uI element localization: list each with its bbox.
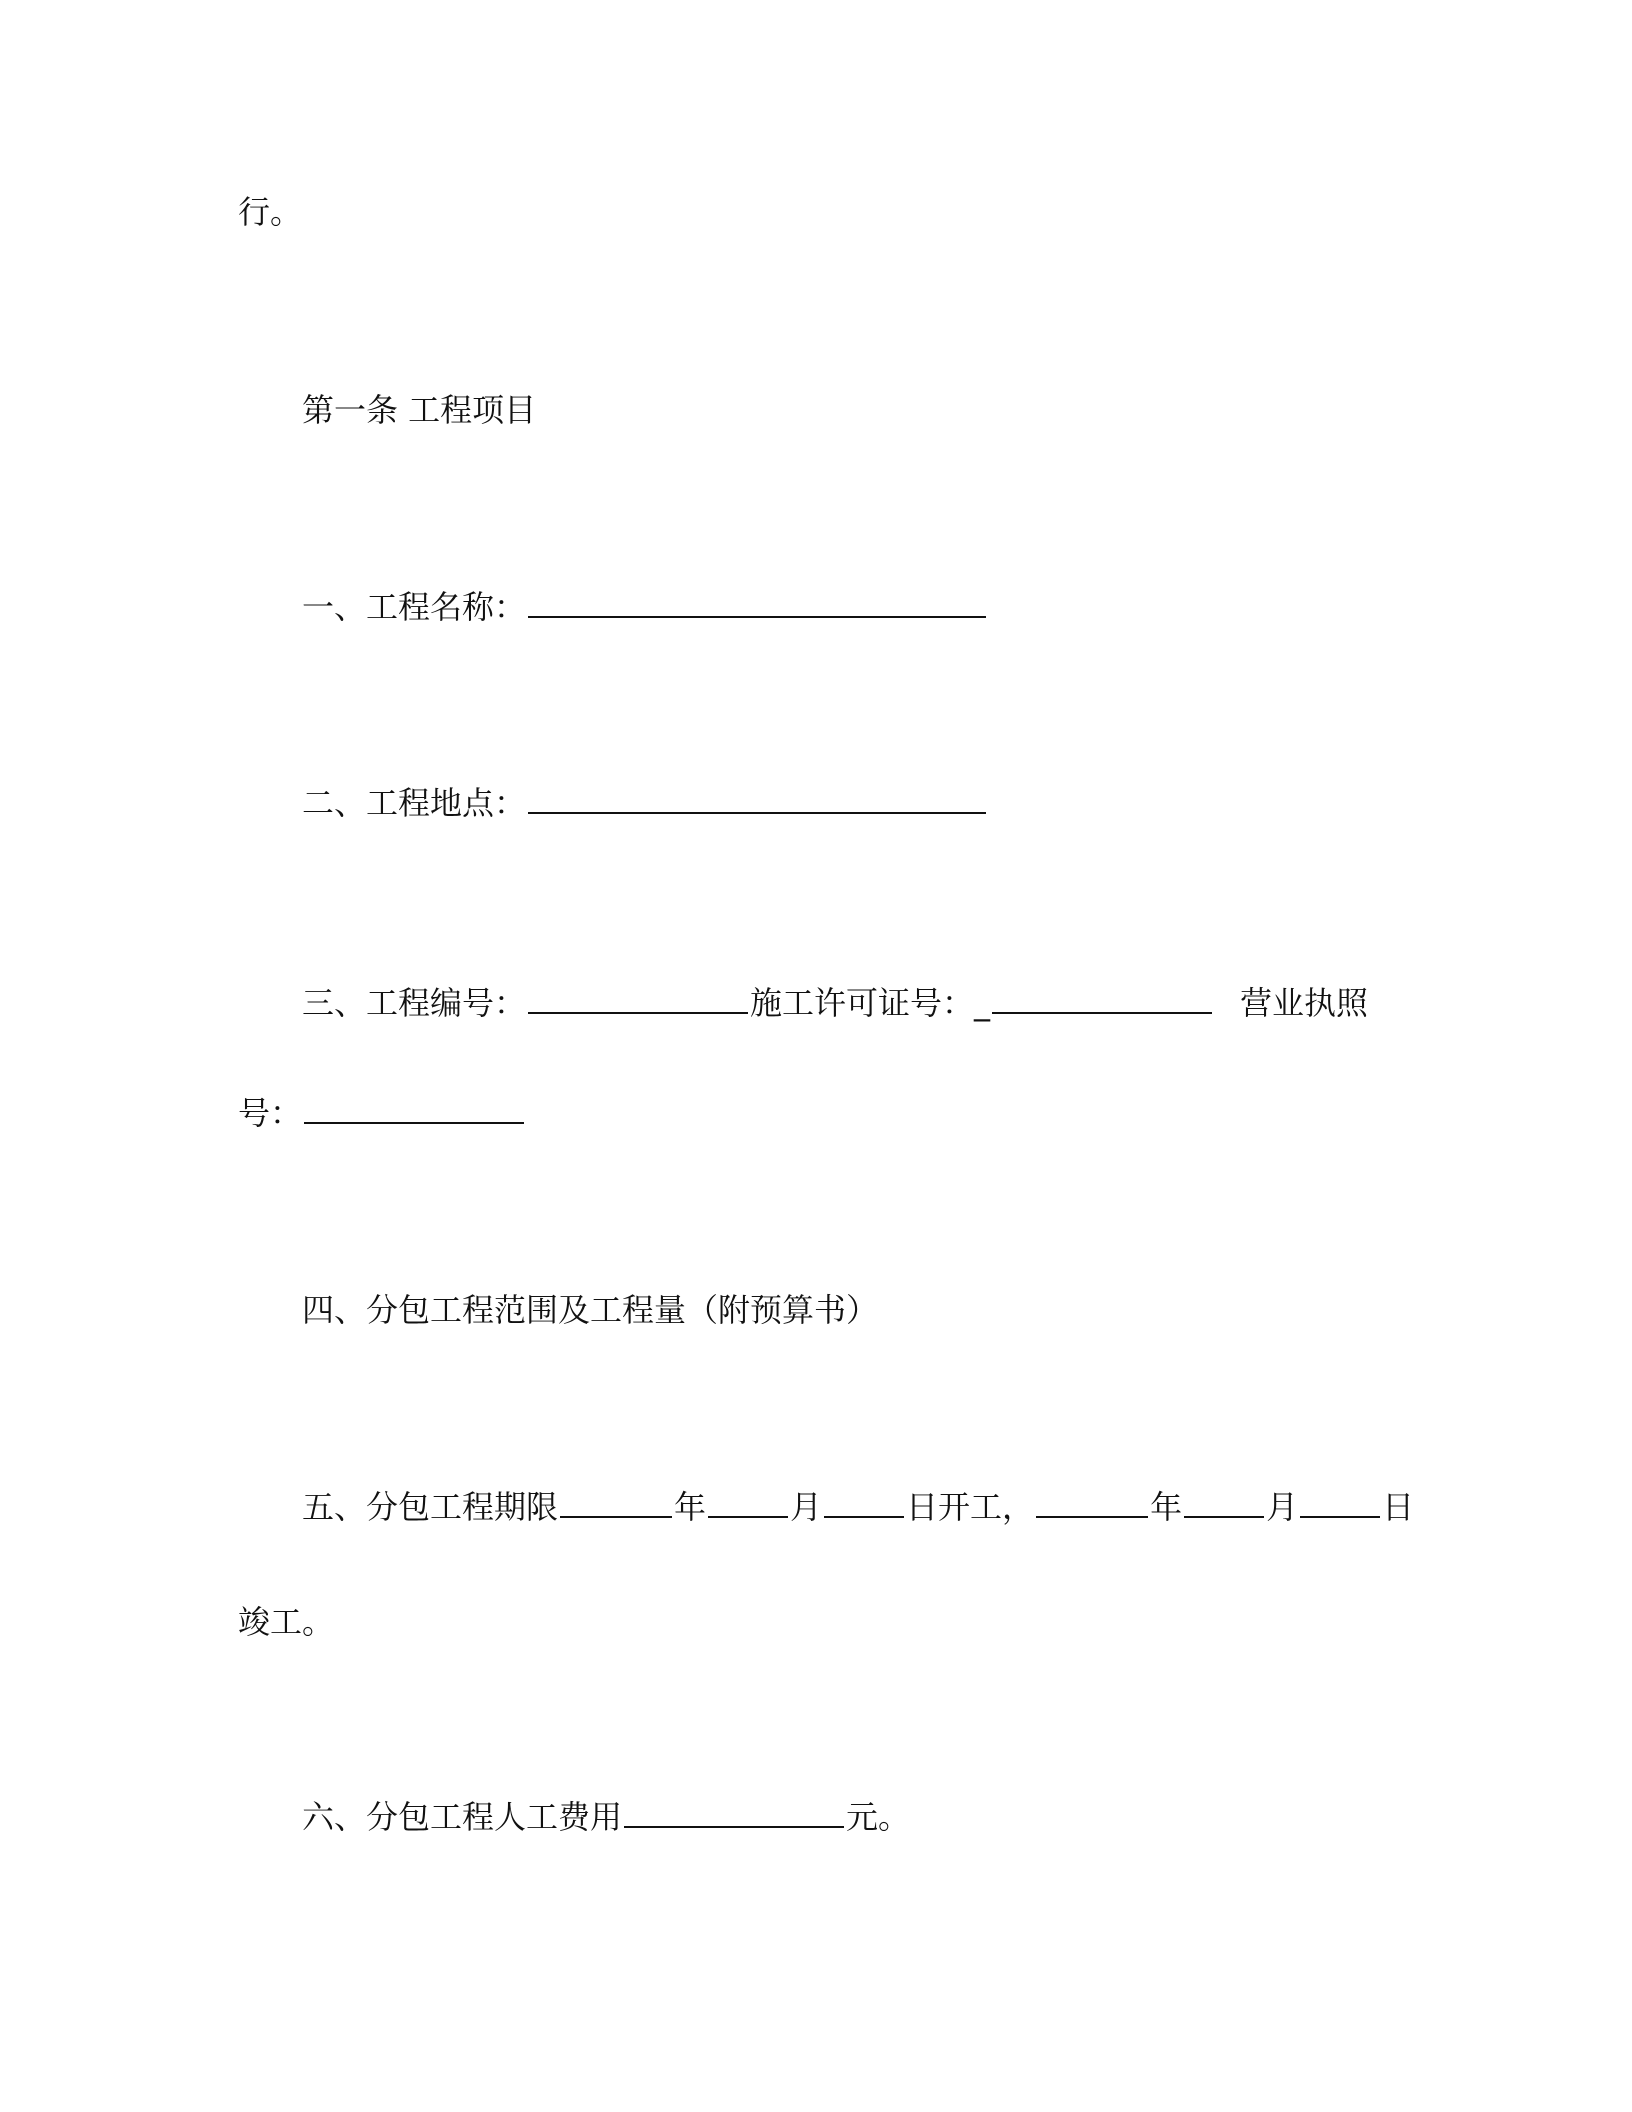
item-project-number bbox=[302, 982, 1368, 1023]
start-month-unit: 月 bbox=[790, 1488, 823, 1526]
start-day-unit: 日开工， bbox=[906, 1488, 1035, 1526]
item-project-name bbox=[302, 586, 988, 627]
project-number-blank bbox=[528, 982, 748, 1014]
start-day-blank bbox=[824, 1486, 904, 1518]
item-subcontract-scope bbox=[302, 1290, 878, 1330]
continuation-text bbox=[238, 192, 302, 232]
article-title bbox=[302, 390, 536, 430]
start-year-unit: 年 bbox=[674, 1488, 707, 1526]
labor-cost-label: 六、分包工程人工费用 bbox=[302, 1798, 623, 1836]
project-number-label: 三、工程编号： bbox=[302, 984, 527, 1022]
business-license-blank bbox=[304, 1092, 524, 1124]
end-year-blank bbox=[1036, 1486, 1148, 1518]
end-day-blank bbox=[1300, 1486, 1380, 1518]
end-month-blank bbox=[1184, 1486, 1264, 1518]
labor-cost-unit: 元。 bbox=[846, 1798, 911, 1836]
article-title-text: 第一条 工程项目 bbox=[302, 391, 537, 429]
item-project-location bbox=[302, 782, 988, 823]
item-completion bbox=[238, 1602, 334, 1642]
business-license-label: 营业执照 bbox=[1240, 984, 1369, 1022]
item-business-license bbox=[238, 1092, 526, 1133]
permit-number-blank bbox=[992, 982, 1212, 1014]
subcontract-scope-text: 四、分包工程范围及工程量（附预算书） bbox=[302, 1291, 879, 1329]
item-subcontract-period bbox=[302, 1486, 1414, 1527]
labor-cost-blank bbox=[624, 1796, 844, 1828]
project-location-blank bbox=[528, 782, 986, 814]
continuation-text-content: 行。 bbox=[238, 193, 303, 231]
start-year-blank bbox=[560, 1486, 672, 1518]
subcontract-period-label: 五、分包工程期限 bbox=[302, 1488, 559, 1526]
end-year-unit: 年 bbox=[1150, 1488, 1183, 1526]
end-day-unit: 日 bbox=[1382, 1488, 1415, 1526]
project-location-label: 二、工程地点： bbox=[302, 784, 527, 822]
project-name-label: 一、工程名称： bbox=[302, 588, 527, 626]
completion-text: 竣工。 bbox=[238, 1603, 335, 1641]
permit-number-label: 施工许可证号：_ bbox=[750, 984, 991, 1022]
business-license-label-end: 号： bbox=[238, 1094, 303, 1132]
item-labor-cost bbox=[302, 1796, 910, 1837]
project-name-blank bbox=[528, 586, 986, 618]
start-month-blank bbox=[708, 1486, 788, 1518]
end-month-unit: 月 bbox=[1266, 1488, 1299, 1526]
